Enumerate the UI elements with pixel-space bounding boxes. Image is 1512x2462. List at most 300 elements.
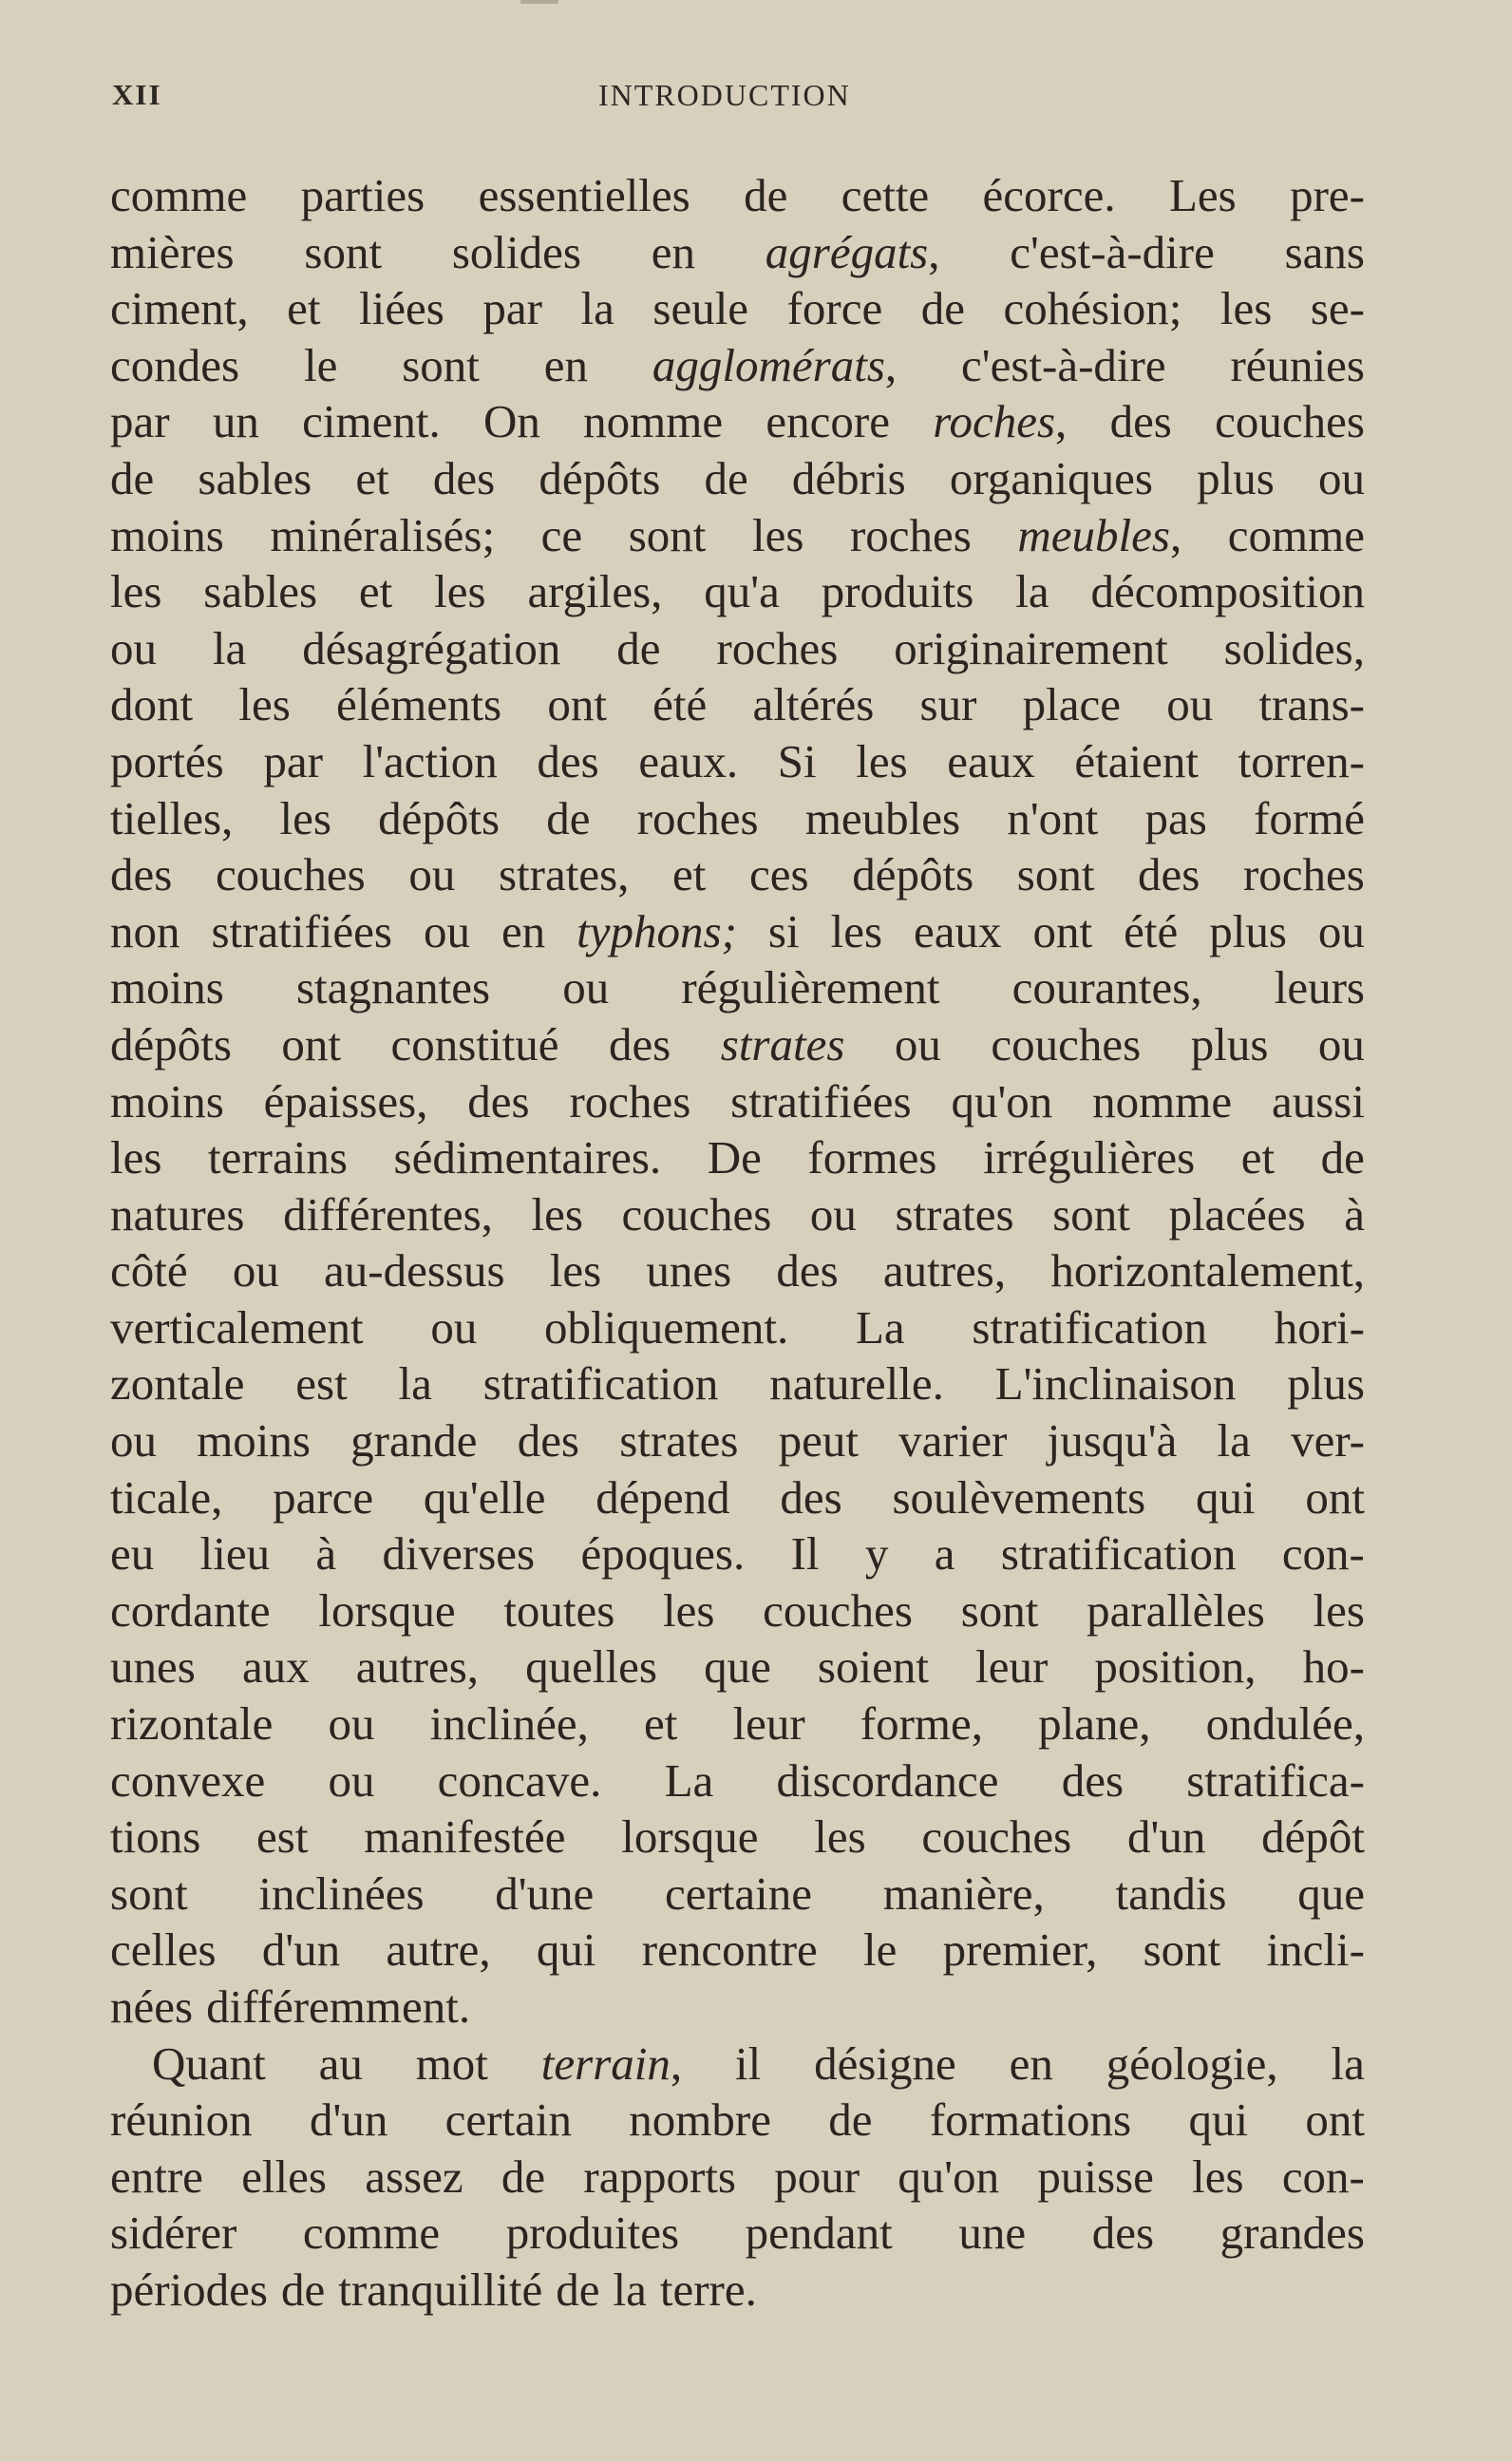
word: ont — [281, 1017, 342, 1070]
word: roches — [1242, 848, 1365, 901]
word: natures — [110, 1187, 245, 1240]
word: comme — [1227, 508, 1365, 561]
word: mot — [415, 2036, 488, 2090]
word: meubles — [804, 791, 961, 844]
word: sidérer — [110, 2206, 237, 2260]
word: terre. — [659, 2263, 757, 2316]
word: épaisses, — [263, 1074, 428, 1127]
paragraph — [110, 167, 1365, 2036]
text-line — [110, 507, 1365, 564]
word: autres, — [882, 1244, 1007, 1297]
word: la — [212, 621, 247, 674]
word: parties — [300, 169, 425, 221]
word: couches — [1215, 395, 1365, 448]
word: qui — [1195, 1470, 1256, 1524]
word: dépend — [595, 1470, 730, 1524]
word: unes — [110, 1640, 196, 1694]
word: non — [110, 904, 180, 957]
word: d'un — [310, 2093, 388, 2147]
word: de — [704, 451, 748, 504]
word: jusqu'à — [1047, 1414, 1178, 1468]
word: grandes — [1219, 2206, 1365, 2260]
word: verticalement — [110, 1300, 364, 1354]
word: premier, — [942, 1923, 1098, 1977]
text-line — [110, 1865, 1365, 1922]
word: ou — [1317, 1017, 1365, 1070]
word: eu — [110, 1527, 155, 1581]
word: manière, — [882, 1866, 1045, 1920]
word: unes — [646, 1244, 732, 1297]
word: roches, — [933, 395, 1068, 448]
word: plus — [1287, 1357, 1365, 1411]
word: La — [664, 1753, 714, 1807]
page-header — [112, 78, 1358, 125]
word: se- — [1310, 282, 1365, 335]
word: et — [355, 451, 389, 504]
word: des — [780, 1470, 842, 1524]
word: lorsque — [318, 1583, 456, 1637]
text-line — [110, 2262, 1365, 2319]
word: portés — [110, 734, 224, 787]
word: eaux — [947, 734, 1035, 787]
word: par — [263, 734, 323, 787]
word: organiques — [949, 451, 1153, 504]
word: plus — [1197, 451, 1275, 504]
word: solides — [451, 225, 581, 278]
word: qu'on — [898, 2150, 1000, 2203]
word: moins — [110, 1074, 224, 1127]
word: stratifiées — [211, 904, 392, 957]
text-line — [110, 1582, 1365, 1639]
word: ver- — [1291, 1414, 1365, 1468]
word: hori- — [1274, 1300, 1365, 1354]
word: qu'a — [704, 565, 780, 618]
word: désagrégation — [302, 621, 561, 674]
word: dépôts — [110, 1017, 232, 1070]
word: placées — [1168, 1187, 1306, 1240]
word: inclinées — [258, 1866, 425, 1920]
word: couches — [991, 1017, 1142, 1070]
word: La — [855, 1300, 905, 1354]
word: d'une — [495, 1866, 595, 1920]
word: trans- — [1258, 678, 1365, 731]
word: les — [549, 1244, 602, 1297]
word: les — [814, 1810, 866, 1864]
word: peut — [778, 1414, 859, 1468]
text-line — [110, 1412, 1365, 1469]
word: irrégulières — [983, 1131, 1196, 1184]
word: sont — [1143, 1923, 1221, 1977]
word: sédimentaires. — [393, 1131, 662, 1184]
word: en — [501, 904, 546, 957]
word: strates — [619, 1414, 739, 1468]
word: grande — [350, 1414, 478, 1468]
word: les — [830, 904, 883, 957]
word: la — [1331, 2036, 1365, 2090]
word: tions — [110, 1810, 201, 1864]
word: si — [767, 904, 800, 957]
word: terrain, — [540, 2036, 683, 2090]
text-line — [110, 1525, 1365, 1582]
word: agglomérats, — [652, 338, 898, 391]
word: terrains — [208, 1131, 348, 1184]
word: ho- — [1302, 1640, 1365, 1694]
word: de — [744, 169, 788, 221]
word: dépôts — [378, 791, 501, 844]
word: l'action — [362, 734, 498, 787]
word: altérés — [752, 678, 875, 731]
word: tranquillité — [338, 2263, 543, 2316]
word: un — [212, 395, 259, 448]
word: certaine — [664, 1866, 813, 1920]
word: sur — [919, 678, 977, 731]
word: éléments — [335, 678, 502, 731]
word: la — [1217, 1414, 1251, 1468]
word: strates — [895, 1187, 1014, 1240]
word: les — [856, 734, 908, 787]
word: stratifica- — [1186, 1753, 1365, 1807]
word: manifestée — [364, 1810, 566, 1864]
word: écorce. — [982, 169, 1116, 221]
word: moins — [110, 508, 224, 561]
page-number: XII — [112, 78, 162, 111]
word: été — [652, 678, 708, 731]
word: que — [704, 1640, 771, 1694]
word: soulèvements — [892, 1470, 1146, 1524]
word: assez — [365, 2150, 463, 2203]
text-line — [110, 224, 1365, 281]
word: certain — [444, 2093, 572, 2147]
word: force — [786, 282, 883, 335]
text-line — [110, 393, 1365, 450]
word: a — [934, 1527, 955, 1581]
word: lieu — [199, 1527, 271, 1581]
word: les — [1219, 282, 1273, 335]
word: ont — [1032, 904, 1093, 957]
word: dépôts — [852, 848, 974, 901]
word: strates, — [498, 848, 630, 901]
word: et — [287, 282, 321, 335]
word: roches — [636, 791, 759, 844]
word: sont — [304, 225, 383, 278]
word: qu'elle — [423, 1470, 546, 1524]
word: y — [864, 1527, 889, 1581]
word: eaux. — [638, 734, 739, 787]
word: sont — [110, 1866, 188, 1920]
word: de — [546, 791, 591, 844]
word: comme — [110, 169, 248, 221]
word: les — [110, 565, 162, 618]
word: stratification — [1000, 1527, 1237, 1581]
word: ou — [110, 621, 157, 674]
word: et — [1240, 1131, 1276, 1184]
word: qu'on — [951, 1074, 1053, 1127]
word: Les — [1168, 169, 1237, 221]
word: seule — [652, 282, 749, 335]
word: la — [398, 1357, 432, 1411]
word: pre- — [1290, 169, 1365, 221]
word: entre — [110, 2150, 203, 2203]
text-line — [110, 733, 1365, 790]
word: les — [1192, 2150, 1244, 2203]
word: sont — [1052, 1187, 1130, 1240]
word: ou — [328, 1697, 375, 1751]
word: obliquement. — [544, 1300, 789, 1354]
word: dont — [110, 678, 194, 731]
text-line — [110, 1242, 1365, 1299]
word: des — [608, 1017, 671, 1070]
word: plus — [1190, 1017, 1269, 1070]
text-line — [110, 2205, 1365, 2262]
word: plane, — [1038, 1697, 1151, 1751]
word: ou — [809, 1187, 857, 1240]
word: ou — [1166, 678, 1214, 731]
word: sont — [960, 1583, 1039, 1637]
word: en — [651, 225, 695, 278]
word: cohésion; — [1003, 282, 1182, 335]
word: nombre — [629, 2093, 771, 2147]
word: ou — [894, 1017, 941, 1070]
word: les — [279, 791, 331, 844]
word: dépôts — [539, 451, 661, 504]
word: naturelle. — [769, 1357, 944, 1411]
word: régulièrement — [681, 961, 940, 1014]
word: nomme — [583, 395, 724, 448]
word: leur — [732, 1697, 805, 1751]
text-line — [110, 1355, 1365, 1412]
word: stratification — [972, 1300, 1207, 1354]
word: couches — [763, 1583, 913, 1637]
text-line — [110, 1809, 1365, 1865]
word: de — [556, 2263, 600, 2316]
word: con- — [1281, 2150, 1365, 2203]
word: à — [1344, 1187, 1365, 1240]
word: de — [616, 621, 661, 674]
word: meubles, — [1017, 508, 1182, 561]
word: le — [303, 338, 338, 391]
word: sont — [1016, 848, 1095, 901]
word: réunies — [1230, 338, 1365, 391]
word: désigne — [814, 2036, 956, 2090]
word: époques. — [580, 1527, 746, 1581]
word: couches — [921, 1810, 1072, 1864]
word: roches — [716, 621, 839, 674]
word: puisse — [1037, 2150, 1154, 2203]
word: une — [958, 2206, 1027, 2260]
word: ondulée, — [1205, 1697, 1365, 1751]
word: position, — [1094, 1640, 1257, 1694]
word: et — [672, 848, 707, 901]
text-line — [110, 676, 1365, 733]
word: la — [580, 282, 614, 335]
word: concave. — [437, 1753, 602, 1807]
word: côté — [110, 1244, 188, 1297]
word: ont — [547, 678, 607, 731]
text-line — [110, 1469, 1365, 1526]
word: rapports — [583, 2150, 736, 2203]
word: pour — [774, 2150, 860, 2203]
text-line — [110, 1073, 1365, 1130]
word: qui — [536, 1923, 596, 1977]
word: convexe — [110, 1753, 266, 1807]
word: pas — [1144, 791, 1207, 844]
text-line — [110, 280, 1365, 337]
word: liées — [359, 282, 444, 335]
word: torren- — [1238, 734, 1365, 787]
word: On — [482, 395, 540, 448]
word: leurs — [1274, 961, 1365, 1014]
word: encore — [765, 395, 890, 448]
text-line — [110, 903, 1365, 960]
word: des — [1091, 2206, 1155, 2260]
text-line — [110, 1016, 1365, 1073]
word: ou — [1317, 904, 1365, 957]
word: couches — [621, 1187, 772, 1240]
word: autre, — [386, 1923, 491, 1977]
text-line — [110, 337, 1365, 394]
word: sont — [402, 338, 480, 391]
word: en — [1009, 2036, 1053, 2090]
word: sables — [198, 451, 312, 504]
word: à — [315, 1527, 337, 1581]
word: les — [110, 1131, 162, 1184]
word: horizontalement, — [1050, 1244, 1365, 1297]
word: c'est-à-dire — [1010, 225, 1215, 278]
word: produites — [505, 2206, 680, 2260]
word: condes — [110, 338, 240, 391]
word: celles — [110, 1923, 217, 1977]
word: les — [1313, 1583, 1365, 1637]
word: par — [110, 395, 170, 448]
word: que — [1297, 1866, 1365, 1920]
word: le — [863, 1923, 898, 1977]
word: et — [358, 565, 393, 618]
word: les — [434, 565, 486, 618]
word: qui — [1188, 2093, 1249, 2147]
text-line — [110, 1186, 1365, 1243]
word: tielles, — [110, 791, 234, 844]
word: strates — [720, 1017, 845, 1070]
word: cette — [841, 169, 930, 221]
word: ont — [1305, 1470, 1365, 1524]
word: lorsque — [621, 1810, 759, 1864]
word: Quant — [152, 2036, 266, 2090]
text-line — [110, 1695, 1365, 1752]
word: différemment. — [206, 1980, 471, 2033]
word: constitué — [390, 1017, 559, 1070]
word: ont — [1305, 2093, 1365, 2147]
word: de — [281, 2263, 326, 2316]
word: des — [537, 734, 599, 787]
word: nées — [110, 1980, 194, 2033]
word: place — [1022, 678, 1121, 731]
word: géologie, — [1106, 2036, 1278, 2090]
word: ou — [328, 1753, 375, 1807]
word: été — [1124, 904, 1179, 957]
word: ciment, — [110, 282, 249, 335]
word: d'un — [261, 1923, 341, 1977]
word: des — [776, 1244, 839, 1297]
word: des — [517, 1414, 580, 1468]
word: des — [110, 848, 173, 901]
word: sont — [628, 508, 707, 561]
word: Si — [777, 734, 817, 787]
word: et — [644, 1697, 678, 1751]
word: périodes — [110, 2263, 268, 2316]
word: elles — [241, 2150, 327, 2203]
word: agrégats, — [765, 225, 940, 278]
body-text — [110, 167, 1365, 2319]
paragraph — [110, 2036, 1365, 2319]
word: par — [482, 282, 542, 335]
text-line — [110, 1922, 1365, 1979]
word: ou — [562, 961, 610, 1014]
word: moins — [110, 961, 224, 1014]
word: moins — [197, 1414, 311, 1468]
word: des — [467, 1074, 530, 1127]
word: c'est-à-dire — [961, 338, 1166, 391]
text-line — [110, 2149, 1365, 2206]
text-line — [110, 959, 1365, 1016]
word: essentielles — [478, 169, 690, 221]
word: la — [1015, 565, 1049, 618]
word: discordance — [776, 1753, 999, 1807]
word: ce — [540, 508, 583, 561]
word: ces — [749, 848, 809, 901]
word: des — [1138, 848, 1200, 901]
word: décomposition — [1090, 565, 1365, 618]
word: leur — [975, 1640, 1049, 1694]
word: con- — [1281, 1527, 1365, 1581]
text-line — [110, 563, 1365, 620]
word: Il — [790, 1527, 820, 1581]
word: mières — [110, 225, 235, 278]
word: réunion — [110, 2093, 253, 2147]
top-edge-mark — [520, 0, 558, 4]
word: est — [256, 1810, 309, 1864]
word: de — [110, 451, 155, 504]
word: argiles, — [527, 565, 663, 618]
text-line — [110, 1638, 1365, 1695]
word: au — [318, 2036, 363, 2090]
text-line — [110, 1299, 1365, 1356]
word: courantes, — [1011, 961, 1202, 1014]
word: toutes — [503, 1583, 615, 1637]
word: rencontre — [641, 1923, 818, 1977]
word: il — [734, 2036, 762, 2090]
word: ou — [232, 1244, 279, 1297]
word: les — [751, 508, 804, 561]
word: pendant — [745, 2206, 893, 2260]
word: sans — [1284, 225, 1365, 278]
word: n'ont — [1007, 791, 1099, 844]
word: comme — [302, 2206, 441, 2260]
word: des — [1061, 1753, 1125, 1807]
word: des — [432, 451, 496, 504]
word: de — [828, 2093, 873, 2147]
text-line — [110, 790, 1365, 847]
word: les — [663, 1583, 715, 1637]
word: couches — [215, 848, 366, 901]
word: au-dessus — [324, 1244, 505, 1297]
word: produits — [821, 565, 974, 618]
text-line — [110, 1979, 1365, 2036]
word: ou — [1318, 451, 1365, 504]
text-line — [110, 167, 1365, 224]
word: ou — [430, 1300, 478, 1354]
word: inclinée, — [429, 1697, 589, 1751]
word: débris — [791, 451, 906, 504]
